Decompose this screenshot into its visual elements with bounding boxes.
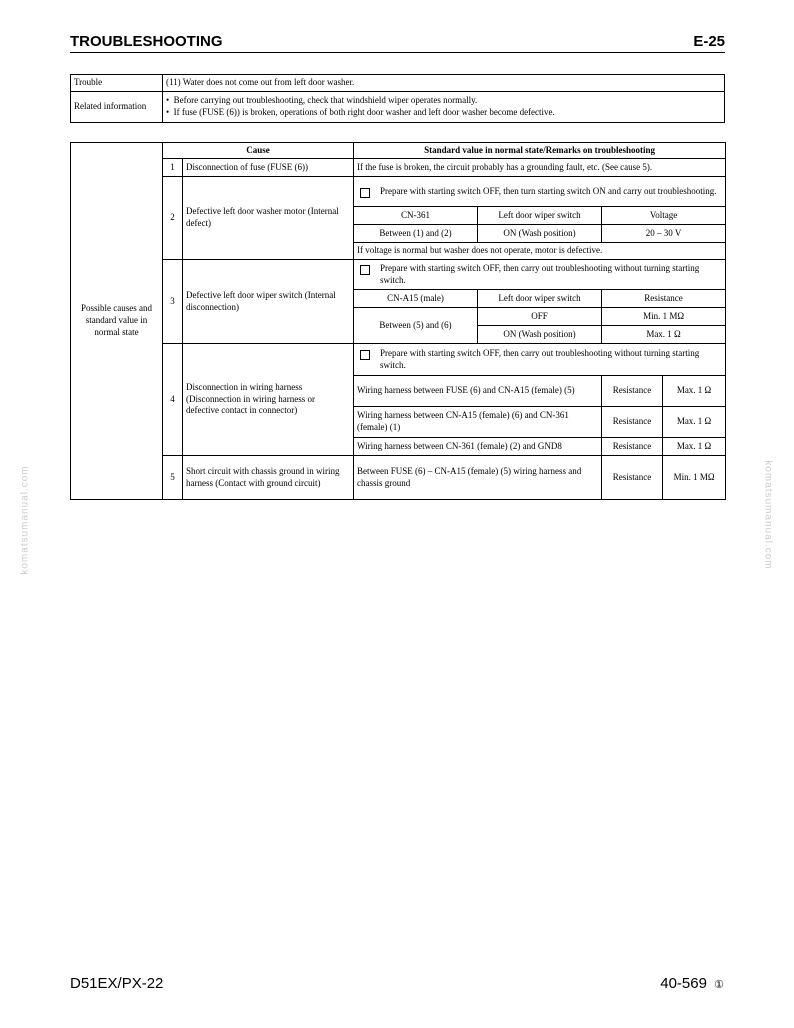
cause-header: Cause	[163, 143, 354, 159]
cause-number: 1	[163, 159, 183, 177]
measure-header-value: Resistance	[602, 290, 726, 308]
remark-text: If voltage is normal but washer does not operate, motor is defective.	[354, 243, 726, 260]
related-info-label: Related information	[71, 92, 163, 123]
cause-row	[71, 456, 726, 500]
checkbox-icon	[360, 265, 370, 275]
measure-kind: Resistance	[602, 438, 663, 456]
watermark-left: komatsumanual.com	[19, 465, 31, 575]
cause-number: 5	[163, 456, 183, 500]
checkbox-icon	[360, 350, 370, 360]
page-title: TROUBLESHOOTING	[70, 33, 223, 50]
harness-description: Wiring harness between CN-A15 (female) (6) and CN-361 (female) (1)	[354, 407, 602, 438]
harness-description: Wiring harness between FUSE (6) and CN-A15 (female) (5)	[354, 376, 602, 407]
measure-header-switch: Left door wiper switch	[478, 207, 602, 225]
page-number: 40-569 ①	[660, 975, 724, 992]
preparation-note: Prepare with starting switch OFF, then carry out troubleshooting without turning starting switch.	[354, 344, 726, 376]
related-info-row	[71, 92, 725, 123]
measure-point: Between (1) and (2)	[354, 225, 478, 243]
cause-row	[71, 344, 726, 376]
remark-text: If the fuse is broken, the circuit probably has a grounding fault, etc. (See cause 5).	[354, 159, 726, 177]
measure-value: Max. 1 Ω	[602, 326, 726, 344]
cause-row	[71, 177, 726, 207]
harness-description: Wiring harness between CN-361 (female) (2) and GND8	[354, 438, 602, 456]
causes-table	[70, 142, 726, 500]
measure-value: 20 – 30 V	[602, 225, 726, 243]
trouble-info-table	[70, 74, 725, 123]
side-label: Possible causes and standard value in normal state	[71, 143, 163, 500]
measure-header-connector: CN-361	[354, 207, 478, 225]
watermark-right: komatsumanual.com	[762, 460, 774, 570]
measure-value: Min. 1 MΩ	[602, 308, 726, 326]
measure-switch-state: ON (Wash position)	[478, 326, 602, 344]
cause-text: Disconnection of fuse (FUSE (6))	[183, 159, 354, 177]
measure-value: Min. 1 MΩ	[663, 456, 726, 500]
cause-number: 2	[163, 177, 183, 260]
cause-text: Short circuit with chassis ground in wiring harness (Contact with ground circuit)	[183, 456, 354, 500]
measure-value: Max. 1 Ω	[663, 438, 726, 456]
measure-kind: Resistance	[602, 407, 663, 438]
model-code: D51EX/PX-22	[70, 975, 164, 992]
cause-text: Defective left door wiper switch (Internal disconnection)	[183, 260, 354, 344]
measure-kind: Resistance	[602, 456, 663, 500]
measure-value: Max. 1 Ω	[663, 407, 726, 438]
trouble-row	[71, 75, 725, 92]
table-header-row	[71, 143, 726, 159]
preparation-note: Prepare with starting switch OFF, then turn starting switch ON and carry out troubleshooting.	[354, 177, 726, 207]
cause-text: Defective left door washer motor (Internal defect)	[183, 177, 354, 260]
standard-value-header: Standard value in normal state/Remarks on troubleshooting	[354, 143, 726, 159]
related-info-text	[163, 92, 725, 123]
measure-header-connector: CN-A15 (male)	[354, 290, 478, 308]
measure-switch-state: ON (Wash position)	[478, 225, 602, 243]
measure-switch-state: OFF	[478, 308, 602, 326]
measure-header-value: Voltage	[602, 207, 726, 225]
related-info-item: • Before carrying out troubleshooting, check that windshield wiper operates normally.	[166, 95, 478, 106]
cause-row	[71, 260, 726, 290]
section-code: E-25	[693, 33, 725, 50]
cause-number: 4	[163, 344, 183, 456]
measure-header-switch: Left door wiper switch	[478, 290, 602, 308]
trouble-text: (11) Water does not come out from left door washer.	[163, 75, 725, 92]
related-info-item: • If fuse (FUSE (6)) is broken, operations of both right door washer and left door washer become defective.	[166, 107, 555, 117]
revision-mark: ①	[714, 979, 724, 991]
header-rule	[70, 52, 725, 53]
trouble-label: Trouble	[71, 75, 163, 92]
measure-kind: Resistance	[602, 376, 663, 407]
cause-row	[71, 159, 726, 177]
cause-text: Disconnection in wiring harness (Disconnection in wiring harness or defective contact in connector)	[183, 344, 354, 456]
preparation-note: Prepare with starting switch OFF, then carry out troubleshooting without turning starting switch.	[354, 260, 726, 290]
harness-description: Between FUSE (6) – CN-A15 (female) (5) wiring harness and chassis ground	[354, 456, 602, 500]
cause-number: 3	[163, 260, 183, 344]
page-header	[70, 33, 725, 53]
checkbox-icon	[360, 188, 370, 198]
measure-value: Max. 1 Ω	[663, 376, 726, 407]
measure-point: Between (5) and (6)	[354, 308, 478, 344]
